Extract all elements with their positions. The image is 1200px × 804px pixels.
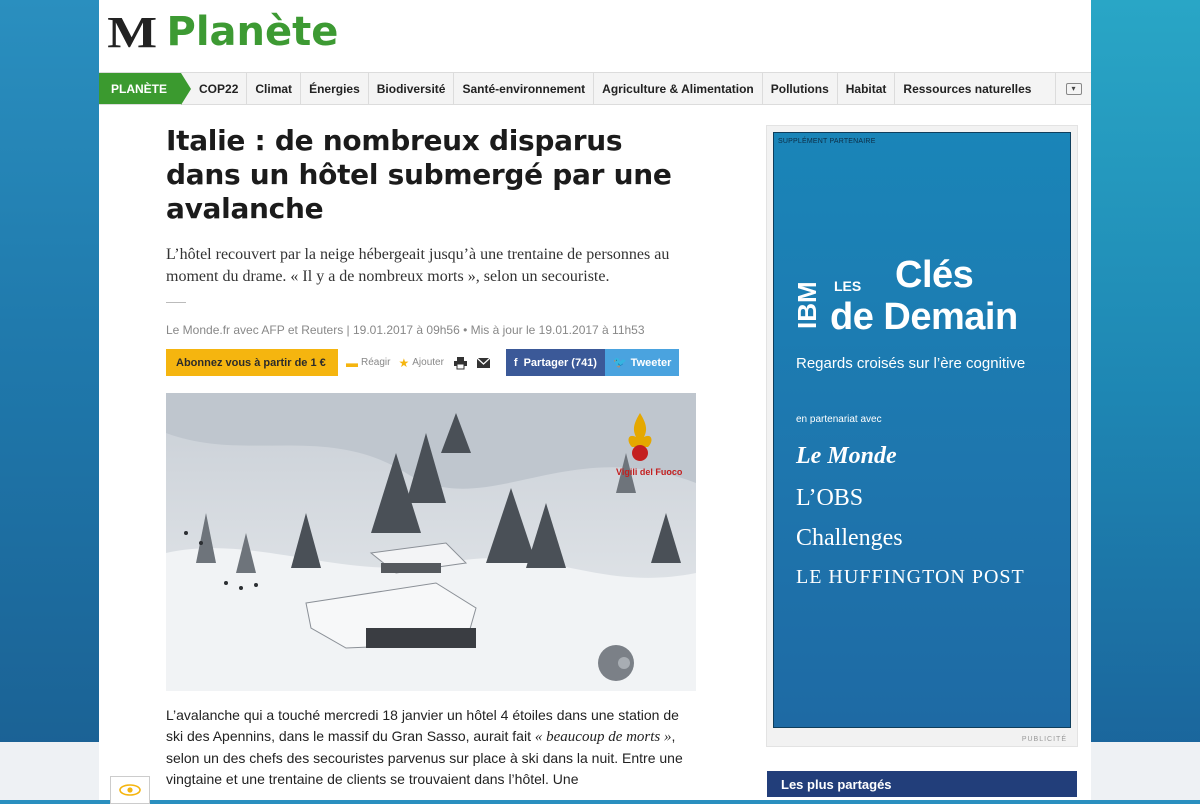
twitter-icon: 🐦: [612, 357, 627, 369]
partner-le-monde-logo: Le Monde: [796, 443, 897, 469]
article-body: [166, 705, 696, 790]
nav-item-cop22[interactable]: COP22: [191, 73, 247, 104]
ad-les-label: LES: [834, 278, 862, 294]
tweet-button[interactable]: [605, 349, 679, 376]
article: [166, 120, 696, 790]
most-shared-header[interactable]: Les plus partagés: [767, 771, 1077, 797]
background-right: [1090, 0, 1200, 800]
partner-lobs-logo: L’OBS: [796, 485, 864, 511]
partner-huffington-post-logo: LE HUFFINGTON POST: [796, 566, 1025, 588]
tweet-label: Tweeter: [630, 356, 672, 369]
masthead: [107, 6, 339, 58]
facebook-share-button[interactable]: [506, 349, 605, 376]
facebook-share-label: Partager (741): [523, 356, 597, 369]
article-photo[interactable]: [166, 393, 696, 691]
ad-cles-title: Clés: [895, 254, 974, 296]
ad-publicite-label: PUBLICITÉ: [1021, 736, 1067, 743]
nav-item-planete[interactable]: PLANÈTE: [99, 73, 181, 104]
ad-frame: [766, 125, 1078, 747]
article-body-part2: , selon un des chefs des secouristes parvenus sur place à ski dans la nuit. Entre une vingtaine et une trentaine de clients se trouvaient dans l’hôtel. Une: [166, 728, 683, 787]
comment-icon: ▬: [346, 355, 358, 370]
nav-item-agriculture[interactable]: Agriculture & Alimentation: [594, 73, 763, 104]
add-button[interactable]: [398, 349, 443, 376]
print-icon[interactable]: [454, 349, 467, 376]
vigili-del-fuoco-logo: [610, 409, 683, 479]
partner-challenges-logo: Challenges: [796, 525, 903, 551]
ad-partner-label: en partenariat avec: [796, 414, 882, 425]
article-byline: Le Monde.fr avec AFP et Reuters | 19.01.2017 à 09h56 • Mis à jour le 19.01.2017 à 11h53: [166, 323, 645, 337]
nav-more-button[interactable]: [1055, 73, 1091, 104]
ad-banner[interactable]: [773, 132, 1071, 728]
article-title: Italie : de nombreux disparus dans un hôtel submergé par une avalanche: [166, 124, 672, 225]
nav-item-energies[interactable]: Énergies: [301, 73, 369, 104]
ad-demain-title: de Demain: [830, 296, 1018, 338]
mail-icon[interactable]: [477, 349, 490, 376]
facebook-icon: f: [513, 356, 518, 369]
article-body-part1: L’avalanche qui a touché mercredi 18 janvier un hôtel 4 étoiles dans une station de ski des Apennins, dans le massif du Gran Sasso, aurait fait: [166, 707, 679, 744]
nav-item-pollutions[interactable]: Pollutions: [763, 73, 838, 104]
ad-tagline: Regards croisés sur l’ère cognitive: [796, 355, 1026, 372]
add-label: Ajouter: [412, 357, 444, 368]
nav-item-habitat[interactable]: Habitat: [838, 73, 896, 104]
article-body-quote: « beaucoup de morts »: [534, 729, 672, 745]
article-lead: L’hôtel recouvert par la neige hébergeait jusqu’à une trentaine de personnes au moment du drame. « Il y a de nombreux morts », selon un secouriste.: [166, 246, 670, 285]
react-label: Réagir: [361, 357, 391, 368]
article-toolbar: [166, 349, 696, 376]
chevron-down-icon: ▾: [1066, 83, 1082, 95]
ibm-logo: [794, 267, 822, 333]
svg-text:IBM: IBM: [792, 281, 822, 329]
section-nav: [99, 72, 1091, 105]
page-container: [99, 0, 1091, 800]
nav-item-sante-environnement[interactable]: Santé-environnement: [454, 73, 594, 104]
star-icon: ★: [398, 355, 410, 370]
divider: [166, 302, 186, 303]
nav-item-climat[interactable]: Climat: [247, 73, 301, 104]
le-monde-logo[interactable]: M: [107, 7, 153, 57]
nav-item-biodiversite[interactable]: Biodiversité: [369, 73, 455, 104]
ad-supplement-label: SUPPLÉMENT PARTENAIRE: [778, 138, 876, 145]
react-button[interactable]: [346, 349, 390, 376]
section-title[interactable]: Planète: [166, 9, 339, 55]
subscribe-button[interactable]: Abonnez vous à partir de 1 €: [166, 349, 338, 376]
eye-icon[interactable]: [110, 776, 150, 804]
vigili-del-fuoco-text: Vigili del Fuoco: [616, 467, 683, 477]
nav-item-ressources-naturelles[interactable]: Ressources naturelles: [903, 81, 1032, 96]
